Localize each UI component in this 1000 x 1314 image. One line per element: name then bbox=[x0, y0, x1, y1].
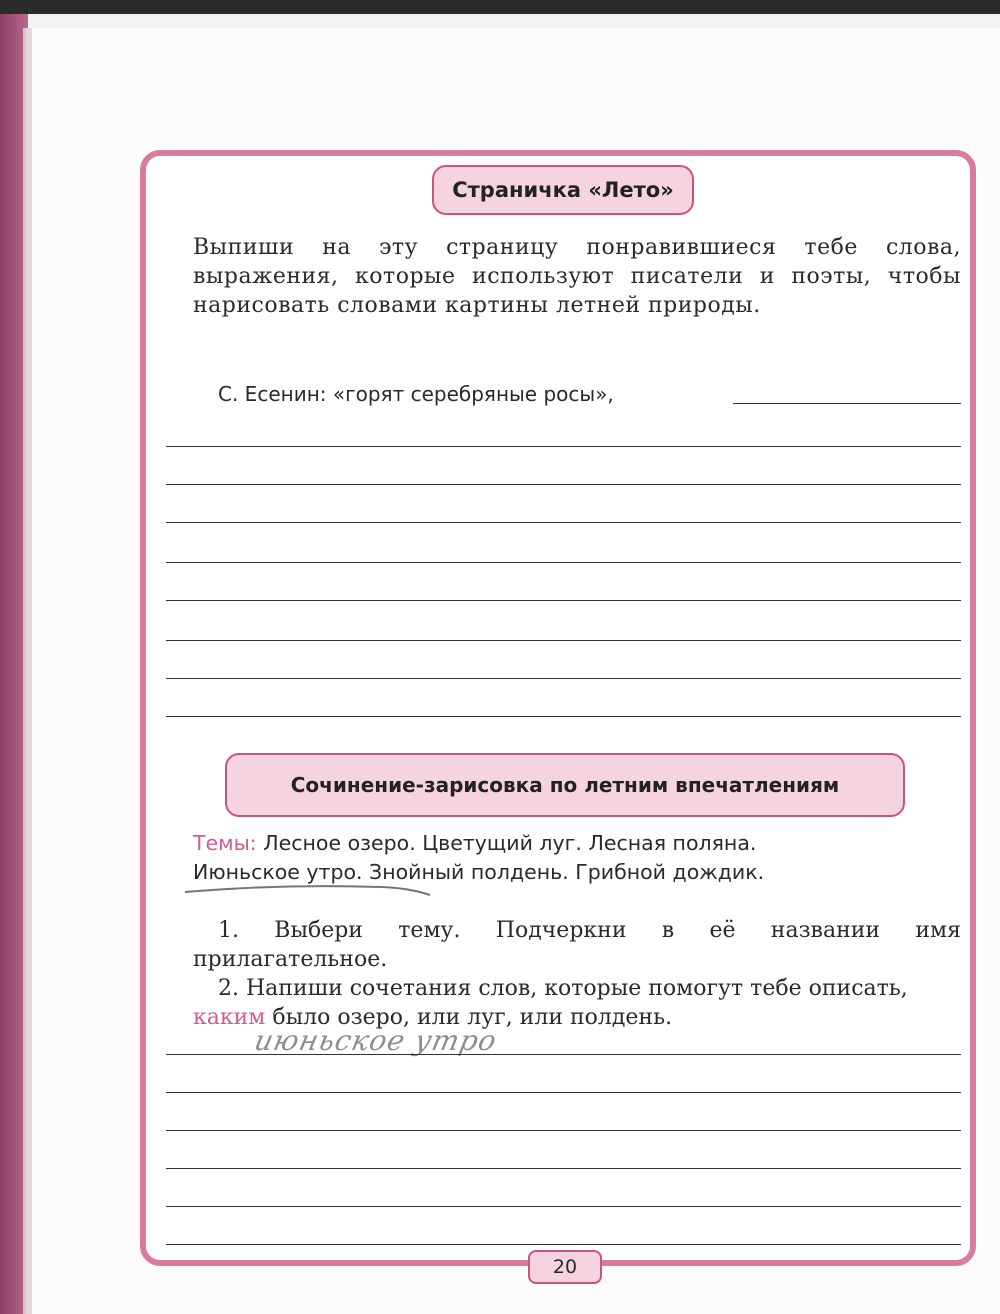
task-2-text-end: было озеро, или луг, или полдень. bbox=[272, 1005, 673, 1030]
write-line[interactable] bbox=[166, 640, 961, 641]
example-text: С. Есенин: «горят серебряные росы», bbox=[218, 382, 614, 406]
scan-edge bbox=[0, 0, 1000, 14]
write-line[interactable] bbox=[166, 1130, 961, 1131]
write-line[interactable] bbox=[733, 403, 961, 404]
section-title-composition: Сочинение-зарисовка по летним впечатлениям bbox=[225, 753, 905, 817]
write-line[interactable] bbox=[166, 446, 961, 447]
write-line[interactable] bbox=[166, 716, 961, 717]
task-2-text: 2. Напиши сочетания слов, которые помогут тебе описать, bbox=[218, 976, 908, 1001]
write-line[interactable] bbox=[166, 1092, 961, 1093]
write-line[interactable] bbox=[166, 600, 961, 601]
write-line[interactable] bbox=[166, 522, 961, 523]
task-2-highlight: каким bbox=[193, 1005, 266, 1030]
pencil-underline bbox=[180, 880, 440, 900]
task-1: 1. Выбери тему. Подчеркни в её названии имя прилагательное. bbox=[193, 918, 961, 972]
book-spine bbox=[0, 14, 28, 1314]
themes-line-2: Июньское утро. Знойный полдень. Грибной дождик. bbox=[193, 860, 765, 884]
write-line[interactable] bbox=[166, 678, 961, 679]
themes-line-1 bbox=[193, 829, 756, 858]
write-line[interactable] bbox=[166, 1054, 961, 1055]
themes-label: Темы: bbox=[193, 831, 257, 855]
instruction-text: Выпиши на эту страницу понравившиеся тебе слова, выражения, которые используют писатели и поэты, чтобы нарисовать словами картины летней природы. bbox=[193, 235, 961, 318]
handwritten-answer: июньское утро bbox=[251, 1024, 501, 1057]
write-line[interactable] bbox=[166, 484, 961, 485]
write-line[interactable] bbox=[166, 1206, 961, 1207]
write-line[interactable] bbox=[166, 562, 961, 563]
write-line[interactable] bbox=[166, 1168, 961, 1169]
write-line[interactable] bbox=[166, 1244, 961, 1245]
themes-text: Лесное озеро. Цветущий луг. Лесная поляна. bbox=[263, 831, 757, 855]
page-number: 20 bbox=[528, 1250, 602, 1284]
section-title-summer-page: Страничка «Лето» bbox=[432, 165, 694, 215]
